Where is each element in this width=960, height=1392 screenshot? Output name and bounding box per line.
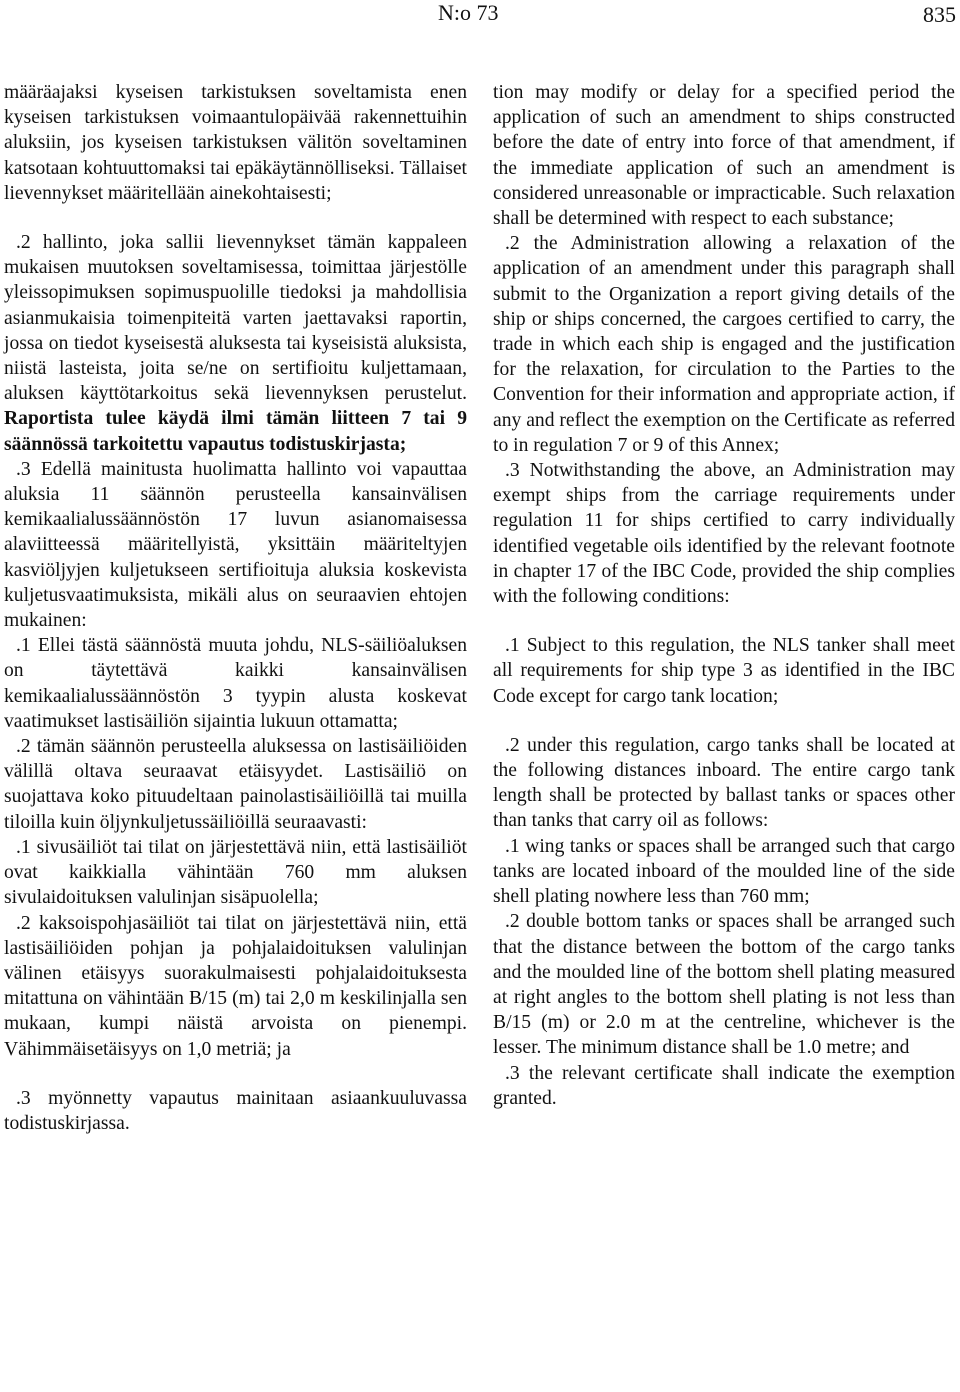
fi-item-3: .3 myönnetty vapautus mainitaan asiaankuuluvassa todistuskirjassa. xyxy=(4,1087,467,1134)
fi-subitem-1: .1 sivusäiliöt tai tilat on järjestettävä niin, että lastisäiliöt ovat kaikkialla vähintään 760 mm aluksen sivulaidoituksen valulinjan sisäpuolella; xyxy=(4,836,467,909)
finnish-column xyxy=(4,80,467,1136)
issue-number: N:o 73 xyxy=(438,0,499,25)
en-subitem-1: .1 wing tanks or spaces shall be arranged such that cargo tanks are located inboard of the moulded line of the side shell plating nowhere less than 760 mm; xyxy=(493,835,955,908)
en-subitem-2: .2 double bottom tanks or spaces shall be arranged such that the distance between the bottom of the cargo tanks and the moulded line of the bottom shell plating measured at right angles to the bottom shell plating is not less than B/15 (m) or 2.0 m at the centreline, whichever is the lesser. The minimum distance shall be 1.0 metre; and xyxy=(493,911,955,1059)
fi-item-2: .2 tämän säännön perusteella aluksessa on lastisäiliöiden välillä oltava seuraavat etäisyydet. Lastisäiliö on suojattava koko pituudeltaan painolastisäiliöillä tai muilla tiloilla kuin öljynkuljetussäiliöillä seuraavasti: xyxy=(4,736,467,833)
fi-item-1: .1 Ellei tästä säännöstä muuta johdu, NLS-säiliöaluksen on täytettävä kaikki kansainvälisen kemikaalialussäännöstön 3 tyypin alusta koskevat vaatimukset lastisäiliön sijaintia lukuun ottamatta; xyxy=(4,635,467,732)
fi-paragraph-2-text: .2 hallinto, joka sallii lievennykset tämän kappaleen mukaisen muutoksen soveltamisessa, toimittaa järjestölle yleissopimuksen sopimuspuolille tiedoksi ja mahdollisia asianmukaisia toimenpiteitä varten jaettavaksi raportin, jossa on tiedot kyseisestä aluksesta tai kyseisistä aluksista, niistä lasteista, joita se/ne on sertifioitu kuljettamaan, aluksen käyttötarkoitus sekä lievennyksen perustelut. xyxy=(4,232,467,405)
fi-paragraph-2 xyxy=(4,230,467,457)
en-item-3: .3 the relevant certificate shall indicate the exemption granted. xyxy=(493,1062,955,1109)
fi-subitem-2: .2 kaksoispohjasäiliöt tai tilat on järjestettävä niin, että lastisäiliöiden pohjan ja pohjalaidoituksen valulinjan välinen etäisyys suorakulmaisesti pohjalaidoituksesta mitattuna on vähintään B/15 (m) tai 2,0 m keskilinjalla sen mukaan, kumpi näistä arvoista on pienempi. Vähimmäisetäisyys on 1,0 metriä; ja xyxy=(4,912,467,1060)
en-item-1: .1 Subject to this regulation, the NLS tanker shall meet all requirements for ship type 3 as identified in the IBC Code except for cargo tank location; xyxy=(493,635,955,707)
en-paragraph-2: .2 the Administration allowing a relaxation of the application of an amendment under this paragraph shall submit to the Organization a report giving details of the ship or ships concerned, the cargoes certified to carry, the trade in which each ship is engaged and the justification for the relaxation, for circulation to the Parties to the Convention for their information and appropriate action, if any and reflect the exemption on the Certificate as referred to in regulation 7 or 9 of this Annex; xyxy=(493,233,955,456)
fi-paragraph-2-bold: Raportista tulee käydä ilmi tämän liitteen 7 tai 9 säännössä tarkoitettu vapautus todistuskirjasta; xyxy=(4,408,467,455)
english-column xyxy=(493,80,955,1111)
page-header xyxy=(0,0,960,40)
fi-paragraph-3: .3 Edellä mainitusta huolimatta hallinto voi vapauttaa aluksia 11 säännön perusteella kansainvälisen kemikaalialussäännöstön 17 luvun asianomaisessa alaviitteessä määritellyistä, yksittäin määriteltyjen kasviöljyjen kuljetukseen sertifioituja aluksia koskevista kuljetusvaatimuksista, mikäli alus on seuraavien ehtojen mukainen: xyxy=(4,458,467,632)
en-item-2: .2 under this regulation, cargo tanks shall be located at the following distances inboard. The entire cargo tank length shall be protected by ballast tanks or spaces other than tanks that carry oil as follows: xyxy=(493,734,955,832)
en-paragraph-3: .3 Notwithstanding the above, an Administration may exempt ships from the carriage requirements under regulation 11 for ships certified to carry individually identified vegetable oils identified by the relevant footnote in chapter 17 of the IBC Code, provided the ship complies with the following conditions: xyxy=(493,460,955,608)
en-paragraph-intro: tion may modify or delay for a specified period the application of such an amendment to ships constructed before the date of entry into force of that amendment, if the immediate application of such an amendment is considered unreasonable or impracticable. Such relaxation shall be determined with respect to each substance; xyxy=(493,82,955,230)
fi-paragraph-intro: määräajaksi kyseisen tarkistuksen soveltamista enen kyseisen tarkistuksen voimaantulopäivää rakennettuihin aluksiin, jos kyseisen tarkistuksen välitön soveltaminen katsotaan kohtuuttomaksi tai epäkäytännölliseksi. Tällaiset lievennykset määritellään ainekohtaisesti; xyxy=(4,82,467,204)
page-number: 835 xyxy=(923,2,956,27)
